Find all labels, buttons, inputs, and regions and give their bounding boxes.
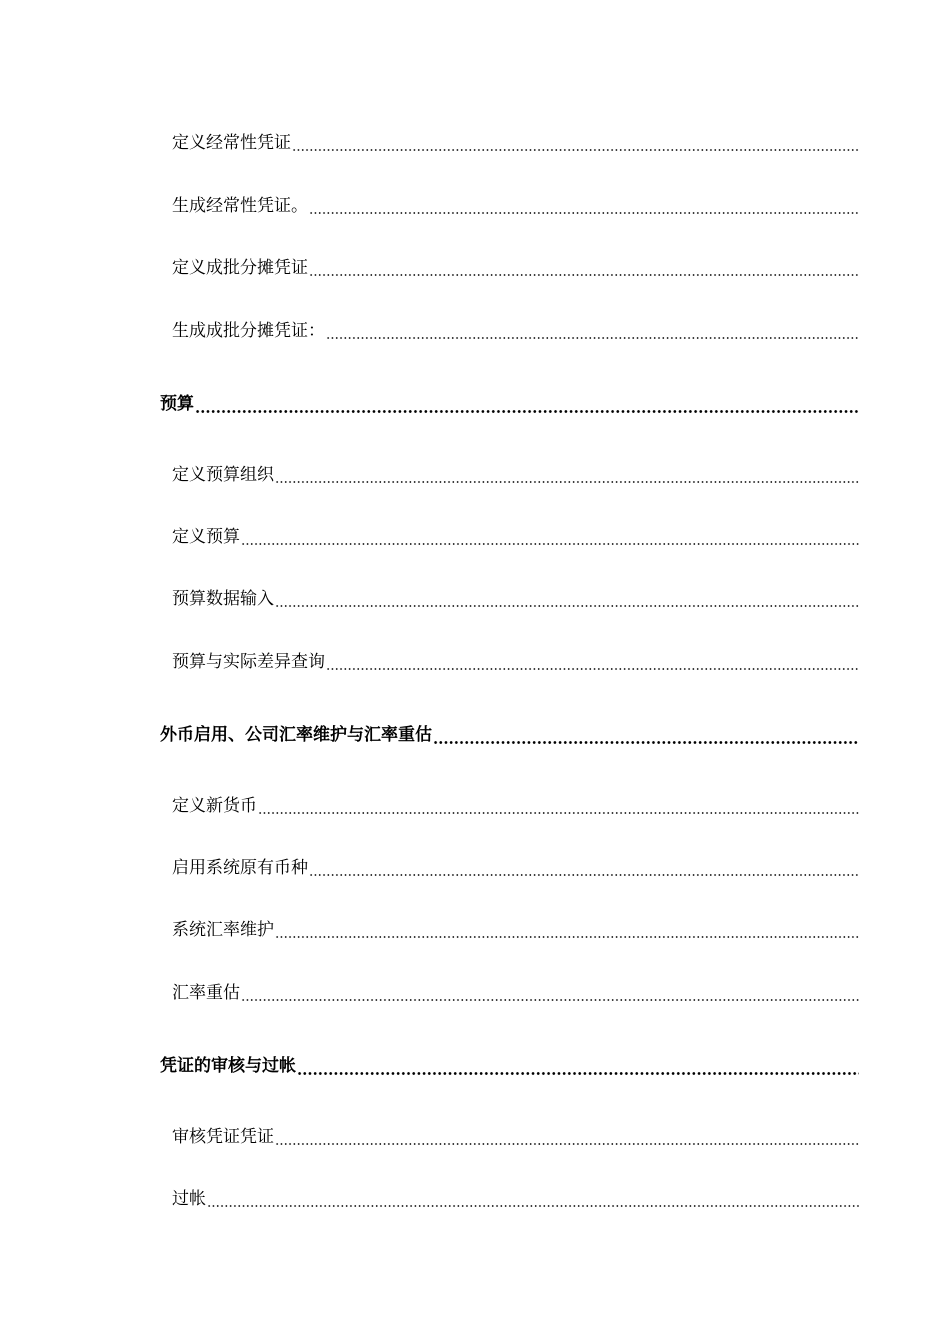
toc-heading[interactable]	[160, 392, 859, 416]
toc-entry-label: 定义新货币	[172, 796, 257, 816]
dot-leader	[275, 463, 859, 487]
toc-entry[interactable]	[172, 587, 859, 611]
toc-entry-label: 启用系统原有币种	[172, 858, 308, 878]
toc-entry[interactable]	[172, 856, 859, 880]
toc-entry-label: 定义经常性凭证	[172, 133, 291, 153]
toc-entry-label: 汇率重估	[172, 983, 240, 1003]
dot-leader	[326, 319, 859, 343]
toc-entry[interactable]	[172, 256, 859, 280]
dot-leader	[326, 650, 859, 674]
toc-heading-label: 预算	[160, 394, 194, 414]
toc-entry[interactable]	[172, 918, 859, 942]
toc-entry-label: 定义成批分摊凭证	[172, 258, 308, 278]
toc-entry[interactable]	[172, 525, 859, 549]
dot-leader	[241, 525, 859, 549]
toc-heading[interactable]	[160, 1054, 859, 1078]
toc-entry-label: 预算与实际差异查询	[172, 652, 325, 672]
dot-leader	[309, 856, 859, 880]
toc-entry[interactable]	[172, 794, 859, 818]
toc-entry-label: 生成成批分摊凭证：	[172, 321, 325, 341]
dot-leader	[241, 981, 859, 1005]
toc-entry[interactable]	[172, 1125, 859, 1149]
toc-entry[interactable]	[172, 319, 859, 343]
toc-entry[interactable]	[172, 1187, 859, 1211]
toc-entry-label: 系统汇率维护	[172, 920, 274, 940]
dot-leader	[207, 1187, 859, 1211]
toc-entry-label: 审核凭证凭证	[172, 1127, 274, 1147]
dot-leader	[275, 587, 859, 611]
toc-entry[interactable]	[172, 194, 859, 218]
toc-entry-label: 定义预算	[172, 527, 240, 547]
toc-heading[interactable]	[160, 723, 859, 747]
dot-leader	[292, 131, 859, 155]
dot-leader	[275, 918, 859, 942]
toc-entry-label: 定义预算组织	[172, 465, 274, 485]
toc-heading-label: 凭证的审核与过帐	[160, 1056, 296, 1076]
dot-leader	[297, 1054, 859, 1078]
toc-entry[interactable]	[172, 131, 859, 155]
toc-entry-label: 预算数据输入	[172, 589, 274, 609]
toc-entry[interactable]	[172, 463, 859, 487]
dot-leader	[309, 194, 859, 218]
dot-leader	[433, 723, 859, 747]
toc-entry-label: 生成经常性凭证。	[172, 196, 308, 216]
toc-entry-label: 过帐	[172, 1189, 206, 1209]
dot-leader	[258, 794, 859, 818]
toc-entry[interactable]	[172, 650, 859, 674]
toc-heading-label: 外币启用、公司汇率维护与汇率重估	[160, 725, 432, 745]
dot-leader	[195, 392, 859, 416]
dot-leader	[309, 256, 859, 280]
toc-entry[interactable]	[172, 981, 859, 1005]
dot-leader	[275, 1125, 859, 1149]
